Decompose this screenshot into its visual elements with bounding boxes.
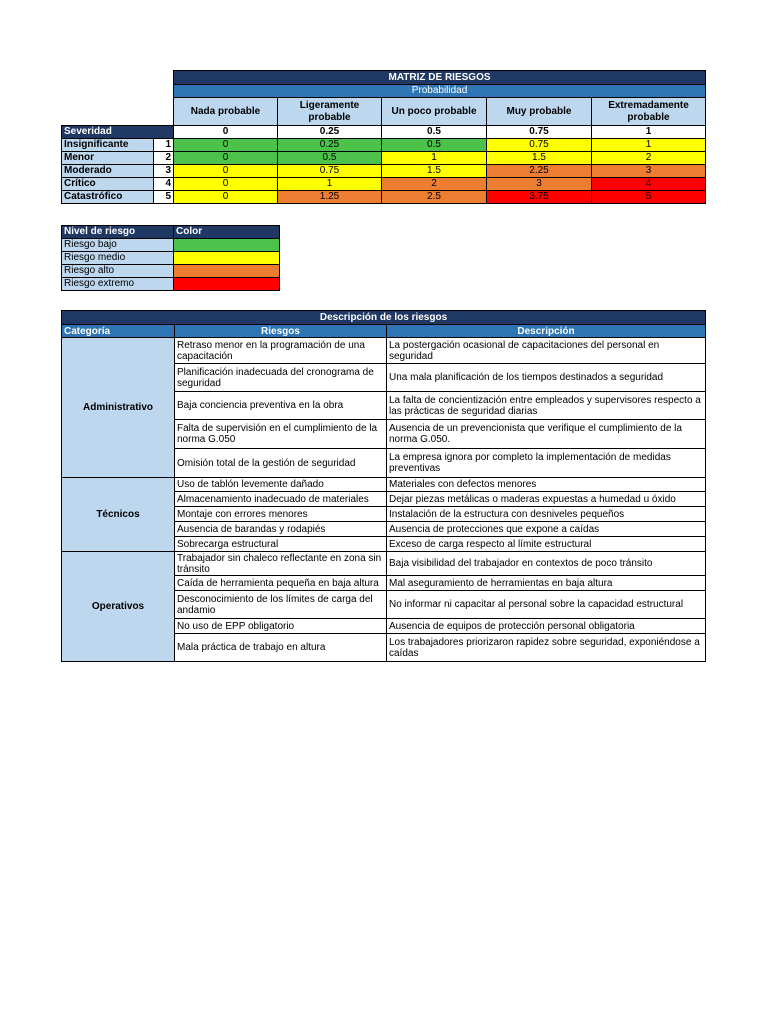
- severity-level-label: Catastrófico: [62, 191, 154, 204]
- matrix-title: MATRIZ DE RIESGOS: [174, 71, 706, 85]
- prob-col-header: Nada probable: [174, 98, 278, 126]
- legend-row: [62, 252, 280, 265]
- prob-value: 0.5: [382, 126, 487, 139]
- risk-name: No uso de EPP obligatorio: [175, 619, 387, 634]
- risk-name: Mala práctica de trabajo en altura: [175, 634, 387, 662]
- description-column-header: Descripción: [387, 325, 706, 338]
- risk-score-cell: 0: [174, 178, 278, 191]
- risk-name: Omisión total de la gestión de seguridad: [175, 449, 387, 478]
- severity-row: [62, 139, 706, 152]
- risk-description: La falta de concientización entre empleados y supervisores respecto a las prácticas de seguridad diarias: [387, 392, 706, 420]
- severity-row: [62, 165, 706, 178]
- legend-level-label: Riesgo bajo: [62, 239, 174, 252]
- legend-color-swatch: [174, 265, 280, 278]
- risk-row: [62, 478, 706, 492]
- risk-category: Administrativo: [62, 338, 175, 478]
- risk-score-cell: 3.75: [487, 191, 592, 204]
- risk-name: Desconocimiento de los límites de carga del andamio: [175, 591, 387, 619]
- legend-row: [62, 265, 280, 278]
- risk-score-cell: 3: [487, 178, 592, 191]
- risk-score-cell: 0.5: [278, 152, 382, 165]
- risk-score-cell: 1.5: [382, 165, 487, 178]
- legend-header-level: Nivel de riesgo: [62, 226, 174, 239]
- risk-score-cell: 4: [592, 178, 706, 191]
- severity-level-label: Crítico: [62, 178, 154, 191]
- risk-score-cell: 0.5: [382, 139, 487, 152]
- legend-color-swatch: [174, 278, 280, 291]
- risk-score-cell: 0: [174, 191, 278, 204]
- risk-name: Ausencia de barandas y rodapiés: [175, 522, 387, 537]
- risk-name: Trabajador sin chaleco reflectante en zona sin tránsito: [175, 552, 387, 576]
- risk-name: Caída de herramienta pequeña en baja altura: [175, 576, 387, 591]
- risk-name: Retraso menor en la programación de una capacitación: [175, 338, 387, 364]
- risk-score-cell: 5: [592, 191, 706, 204]
- risks-column-header: Riesgos: [175, 325, 387, 338]
- risk-name: Montaje con errores menores: [175, 507, 387, 522]
- risk-score-cell: 0: [174, 152, 278, 165]
- severity-level-number: 4: [154, 178, 174, 191]
- legend-color-swatch: [174, 252, 280, 265]
- risk-description: Mal aseguramiento de herramientas en baja altura: [387, 576, 706, 591]
- prob-value: 0.75: [487, 126, 592, 139]
- risk-score-cell: 0.25: [278, 139, 382, 152]
- risk-score-cell: 2.25: [487, 165, 592, 178]
- prob-col-header: Extremadamente probable: [592, 98, 706, 126]
- risk-row: [62, 552, 706, 576]
- legend-row: [62, 278, 280, 291]
- risk-name: Planificación inadecuada del cronograma de seguridad: [175, 364, 387, 392]
- description-title: Descripción de los riesgos: [62, 311, 706, 325]
- risk-score-cell: 0.75: [278, 165, 382, 178]
- risk-score-cell: 1.5: [487, 152, 592, 165]
- risk-score-cell: 2: [382, 178, 487, 191]
- risk-score-cell: 3: [592, 165, 706, 178]
- risk-description: Ausencia de equipos de protección personal obligatoria: [387, 619, 706, 634]
- risk-category: Técnicos: [62, 478, 175, 552]
- severity-row: [62, 152, 706, 165]
- risk-row: [62, 338, 706, 364]
- severity-level-number: 5: [154, 191, 174, 204]
- severity-row: [62, 178, 706, 191]
- risk-score-cell: 2.5: [382, 191, 487, 204]
- legend-level-label: Riesgo medio: [62, 252, 174, 265]
- prob-col-header: Ligeramente probable: [278, 98, 382, 126]
- risk-description: Materiales con defectos menores: [387, 478, 706, 492]
- risk-description: Ausencia de un prevencionista que verifique el cumplimiento de la norma G.050.: [387, 420, 706, 449]
- risk-name: Uso de tablón levemente dañado: [175, 478, 387, 492]
- severity-level-number: 1: [154, 139, 174, 152]
- risk-score-cell: 0.75: [487, 139, 592, 152]
- legend-level-label: Riesgo extremo: [62, 278, 174, 291]
- prob-col-header: Un poco probable: [382, 98, 487, 126]
- risk-description: Ausencia de protecciones que expone a caídas: [387, 522, 706, 537]
- risk-name: Sobrecarga estructural: [175, 537, 387, 552]
- severity-label: Severidad: [62, 126, 174, 139]
- severity-level-label: Moderado: [62, 165, 154, 178]
- risk-description: Instalación de la estructura con desniveles pequeños: [387, 507, 706, 522]
- risk-level-legend: [61, 225, 280, 291]
- severity-level-label: Insignificante: [62, 139, 154, 152]
- risk-description-table: [61, 310, 706, 662]
- prob-value: 1: [592, 126, 706, 139]
- risk-name: Baja conciencia preventiva en la obra: [175, 392, 387, 420]
- risk-score-cell: 1.25: [278, 191, 382, 204]
- risk-description: Los trabajadores priorizaron rapidez sobre seguridad, exponiéndose a caídas: [387, 634, 706, 662]
- risk-description: Exceso de carga respecto al límite estructural: [387, 537, 706, 552]
- legend-color-swatch: [174, 239, 280, 252]
- severity-row: [62, 191, 706, 204]
- legend-level-label: Riesgo alto: [62, 265, 174, 278]
- risk-score-cell: 1: [278, 178, 382, 191]
- legend-header-color: Color: [174, 226, 280, 239]
- risk-description: Una mala planificación de los tiempos destinados a seguridad: [387, 364, 706, 392]
- severity-level-label: Menor: [62, 152, 154, 165]
- prob-value: 0: [174, 126, 278, 139]
- category-column-header: Categoría: [62, 325, 175, 338]
- risk-score-cell: 2: [592, 152, 706, 165]
- risk-matrix-table: [61, 70, 706, 204]
- severity-level-number: 2: [154, 152, 174, 165]
- prob-value: 0.25: [278, 126, 382, 139]
- risk-description: Dejar piezas metálicas o maderas expuestas a humedad u óxido: [387, 492, 706, 507]
- risk-description: No informar ni capacitar al personal sobre la capacidad estructural: [387, 591, 706, 619]
- risk-score-cell: 0: [174, 139, 278, 152]
- prob-col-header: Muy probable: [487, 98, 592, 126]
- legend-row: [62, 239, 280, 252]
- severity-level-number: 3: [154, 165, 174, 178]
- risk-category: Operativos: [62, 552, 175, 662]
- matrix-subtitle: Probabilidad: [174, 85, 706, 98]
- risk-score-cell: 1: [382, 152, 487, 165]
- risk-score-cell: 1: [592, 139, 706, 152]
- risk-description: La empresa ignora por completo la implementación de medidas preventivas: [387, 449, 706, 478]
- risk-description: Baja visibilidad del trabajador en contextos de poco tránsito: [387, 552, 706, 576]
- risk-name: Almacenamiento inadecuado de materiales: [175, 492, 387, 507]
- risk-description: La postergación ocasional de capacitaciones del personal en seguridad: [387, 338, 706, 364]
- risk-name: Falta de supervisión en el cumplimiento de la norma G.050: [175, 420, 387, 449]
- risk-score-cell: 0: [174, 165, 278, 178]
